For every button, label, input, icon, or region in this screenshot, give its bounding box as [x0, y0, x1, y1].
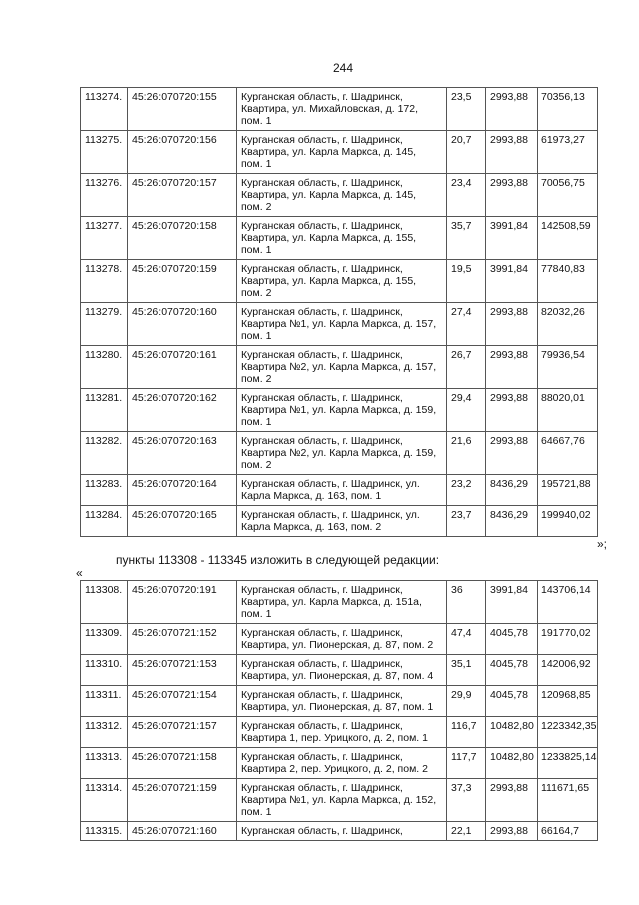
address-line: Квартира №2, ул. Карла Маркса, д. 159,	[241, 447, 437, 459]
cadastral-number-cell: 45:26:070721:154	[128, 686, 237, 717]
address-line: Курганская область, г. Шадринск, ул.	[241, 478, 420, 490]
address-line: Курганская область, г. Шадринск,	[241, 782, 403, 794]
row-number-cell: 113313.	[81, 748, 128, 779]
address-line: Курганская область, г. Шадринск,	[241, 392, 403, 404]
cadastral-number-cell: 45:26:070721:157	[128, 717, 237, 748]
price-cell: 2993,88	[486, 389, 538, 432]
address-line: Карла Маркса, д. 163, пом. 1	[241, 490, 382, 502]
row-number-cell: 113279.	[81, 303, 128, 346]
row-number-cell: 113274.	[81, 88, 128, 131]
value-cell: 199940,02	[538, 506, 598, 537]
amendment-instruction: пункты 113308 - 113345 изложить в следующей редакции:	[116, 553, 440, 567]
table-row	[81, 655, 598, 686]
cadastral-number-cell: 45:26:070720:160	[128, 303, 237, 346]
page-number: 244	[333, 61, 354, 75]
table-row	[81, 779, 598, 822]
table-row	[81, 475, 598, 506]
address-cell	[237, 260, 447, 303]
address-cell	[237, 624, 447, 655]
area-cell: 35,7	[447, 217, 486, 260]
area-cell: 23,5	[447, 88, 486, 131]
price-cell: 4045,78	[486, 655, 538, 686]
value-cell: 191770,02	[538, 624, 598, 655]
value-cell: 143706,14	[538, 581, 598, 624]
address-cell	[237, 346, 447, 389]
address-cell	[237, 581, 447, 624]
table-row	[81, 717, 598, 748]
row-number-cell: 113282.	[81, 432, 128, 475]
value-cell: 79936,54	[538, 346, 598, 389]
area-cell: 27,4	[447, 303, 486, 346]
area-cell: 23,2	[447, 475, 486, 506]
area-cell: 26,7	[447, 346, 486, 389]
address-line: Курганская область, г. Шадринск,	[241, 349, 403, 361]
value-cell: 88020,01	[538, 389, 598, 432]
table-row	[81, 686, 598, 717]
cadastral-number-cell: 45:26:070721:160	[128, 822, 237, 841]
address-line: Курганская область, г. Шадринск,	[241, 751, 403, 763]
cadastral-number-cell: 45:26:070720:157	[128, 174, 237, 217]
address-cell	[237, 303, 447, 346]
price-cell: 2993,88	[486, 303, 538, 346]
address-line: Квартира, ул. Карла Маркса, д. 151а,	[241, 596, 422, 608]
address-line: пом. 1	[241, 330, 272, 342]
row-number-cell: 113308.	[81, 581, 128, 624]
value-cell: 142508,59	[538, 217, 598, 260]
table-row	[81, 217, 598, 260]
row-number-cell: 113275.	[81, 131, 128, 174]
cadastral-number-cell: 45:26:070720:161	[128, 346, 237, 389]
cadastral-number-cell: 45:26:070720:158	[128, 217, 237, 260]
price-cell: 3991,84	[486, 260, 538, 303]
row-number-cell: 113315.	[81, 822, 128, 841]
address-line: Курганская область, г. Шадринск,	[241, 306, 403, 318]
address-line: пом. 2	[241, 287, 272, 299]
address-line: пом. 2	[241, 201, 272, 213]
address-line: Курганская область, г. Шадринск,	[241, 825, 403, 837]
address-cell	[237, 432, 447, 475]
cadastral-number-cell: 45:26:070720:163	[128, 432, 237, 475]
opening-quote: «	[76, 566, 83, 580]
price-cell: 2993,88	[486, 432, 538, 475]
area-cell: 23,7	[447, 506, 486, 537]
address-line: Квартира, ул. Пионерская, д. 87, пом. 2	[241, 639, 434, 651]
address-line: Курганская область, г. Шадринск, ул.	[241, 509, 420, 521]
address-line: пом. 2	[241, 373, 272, 385]
table-row	[81, 303, 598, 346]
address-line: Квартира №1, ул. Карла Маркса, д. 152,	[241, 794, 437, 806]
table-row	[81, 432, 598, 475]
table-row	[81, 389, 598, 432]
address-cell	[237, 822, 447, 841]
address-line: Квартира, ул. Пионерская, д. 87, пом. 4	[241, 670, 434, 682]
address-line: пом. 1	[241, 158, 272, 170]
address-line: пом. 1	[241, 115, 272, 127]
value-cell: 111671,65	[538, 779, 598, 822]
area-cell: 19,5	[447, 260, 486, 303]
property-table-2	[80, 580, 598, 841]
price-cell: 2993,88	[486, 779, 538, 822]
row-number-cell: 113314.	[81, 779, 128, 822]
price-cell: 4045,78	[486, 686, 538, 717]
price-cell: 2993,88	[486, 346, 538, 389]
table-row	[81, 174, 598, 217]
cadastral-number-cell: 45:26:070721:159	[128, 779, 237, 822]
table-row	[81, 506, 598, 537]
area-cell: 29,9	[447, 686, 486, 717]
price-cell: 10482,80	[486, 748, 538, 779]
value-cell: 1223342,35	[538, 717, 598, 748]
value-cell: 120968,85	[538, 686, 598, 717]
address-line: Курганская область, г. Шадринск,	[241, 263, 403, 275]
value-cell: 66164,7	[538, 822, 598, 841]
cadastral-number-cell: 45:26:070720:165	[128, 506, 237, 537]
row-number-cell: 113284.	[81, 506, 128, 537]
area-cell: 117,7	[447, 748, 486, 779]
table-row	[81, 260, 598, 303]
address-line: Квартира, ул. Михайловская, д. 172,	[241, 103, 419, 115]
address-cell	[237, 88, 447, 131]
address-line: Квартира, ул. Пионерская, д. 87, пом. 1	[241, 701, 434, 713]
address-line: Квартира №1, ул. Карла Маркса, д. 157,	[241, 318, 437, 330]
area-cell: 20,7	[447, 131, 486, 174]
price-cell: 8436,29	[486, 475, 538, 506]
address-line: Квартира, ул. Карла Маркса, д. 145,	[241, 146, 417, 158]
address-cell	[237, 748, 447, 779]
area-cell: 29,4	[447, 389, 486, 432]
value-cell: 70056,75	[538, 174, 598, 217]
table-body	[81, 581, 598, 841]
address-line: Карла Маркса, д. 163, пом. 2	[241, 521, 382, 533]
table-row	[81, 581, 598, 624]
table-row	[81, 346, 598, 389]
price-cell: 10482,80	[486, 717, 538, 748]
address-cell	[237, 779, 447, 822]
address-line: Курганская область, г. Шадринск,	[241, 584, 403, 596]
price-cell: 3991,84	[486, 217, 538, 260]
area-cell: 37,3	[447, 779, 486, 822]
address-line: пом. 1	[241, 416, 272, 428]
address-line: Курганская область, г. Шадринск,	[241, 720, 403, 732]
area-cell: 23,4	[447, 174, 486, 217]
property-table-1	[80, 87, 598, 537]
table-row	[81, 822, 598, 841]
address-line: Курганская область, г. Шадринск,	[241, 627, 403, 639]
address-line: Квартира 1, пер. Урицкого, д. 2, пом. 1	[241, 732, 428, 744]
cadastral-number-cell: 45:26:070721:153	[128, 655, 237, 686]
table-row	[81, 131, 598, 174]
area-cell: 36	[447, 581, 486, 624]
address-line: пом. 2	[241, 459, 272, 471]
price-cell: 4045,78	[486, 624, 538, 655]
area-cell: 47,4	[447, 624, 486, 655]
address-line: Квартира, ул. Карла Маркса, д. 155,	[241, 275, 417, 287]
table-row	[81, 88, 598, 131]
address-line: Квартира, ул. Карла Маркса, д. 145,	[241, 189, 417, 201]
address-line: Квартира 2, пер. Урицкого, д. 2, пом. 2	[241, 763, 428, 775]
address-line: Курганская область, г. Шадринск,	[241, 220, 403, 232]
area-cell: 21,6	[447, 432, 486, 475]
row-number-cell: 113277.	[81, 217, 128, 260]
table-row	[81, 624, 598, 655]
value-cell: 77840,83	[538, 260, 598, 303]
row-number-cell: 113309.	[81, 624, 128, 655]
row-number-cell: 113310.	[81, 655, 128, 686]
address-line: пом. 1	[241, 806, 272, 818]
value-cell: 142006,92	[538, 655, 598, 686]
address-line: Курганская область, г. Шадринск,	[241, 134, 403, 146]
area-cell: 116,7	[447, 717, 486, 748]
address-line: Курганская область, г. Шадринск,	[241, 177, 403, 189]
address-line: Курганская область, г. Шадринск,	[241, 658, 403, 670]
value-cell: 64667,76	[538, 432, 598, 475]
address-line: Курганская область, г. Шадринск,	[241, 435, 403, 447]
address-cell	[237, 174, 447, 217]
value-cell: 70356,13	[538, 88, 598, 131]
address-cell	[237, 655, 447, 686]
area-cell: 35,1	[447, 655, 486, 686]
address-line: Квартира №2, ул. Карла Маркса, д. 157,	[241, 361, 437, 373]
price-cell: 8436,29	[486, 506, 538, 537]
cadastral-number-cell: 45:26:070721:158	[128, 748, 237, 779]
cadastral-number-cell: 45:26:070720:164	[128, 475, 237, 506]
cadastral-number-cell: 45:26:070720:155	[128, 88, 237, 131]
table-row	[81, 748, 598, 779]
cadastral-number-cell: 45:26:070720:162	[128, 389, 237, 432]
price-cell: 2993,88	[486, 88, 538, 131]
address-cell	[237, 389, 447, 432]
address-cell	[237, 217, 447, 260]
address-line: Квартира №1, ул. Карла Маркса, д. 159,	[241, 404, 437, 416]
price-cell: 2993,88	[486, 174, 538, 217]
row-number-cell: 113278.	[81, 260, 128, 303]
address-line: Курганская область, г. Шадринск,	[241, 689, 403, 701]
address-cell	[237, 717, 447, 748]
row-number-cell: 113311.	[81, 686, 128, 717]
area-cell: 22,1	[447, 822, 486, 841]
address-cell	[237, 506, 447, 537]
price-cell: 2993,88	[486, 822, 538, 841]
address-line: Курганская область, г. Шадринск,	[241, 91, 403, 103]
value-cell: 61973,27	[538, 131, 598, 174]
address-cell	[237, 131, 447, 174]
cadastral-number-cell: 45:26:070720:156	[128, 131, 237, 174]
cadastral-number-cell: 45:26:070720:191	[128, 581, 237, 624]
closing-quote: »;	[597, 537, 608, 551]
value-cell: 82032,26	[538, 303, 598, 346]
price-cell: 3991,84	[486, 581, 538, 624]
row-number-cell: 113280.	[81, 346, 128, 389]
row-number-cell: 113312.	[81, 717, 128, 748]
address-cell	[237, 686, 447, 717]
row-number-cell: 113276.	[81, 174, 128, 217]
address-cell	[237, 475, 447, 506]
price-cell: 2993,88	[486, 131, 538, 174]
row-number-cell: 113283.	[81, 475, 128, 506]
address-line: Квартира, ул. Карла Маркса, д. 155,	[241, 232, 417, 244]
table-body	[81, 88, 598, 537]
address-line: пом. 1	[241, 244, 272, 256]
cadastral-number-cell: 45:26:070720:159	[128, 260, 237, 303]
value-cell: 1233825,14	[538, 748, 598, 779]
cadastral-number-cell: 45:26:070721:152	[128, 624, 237, 655]
address-line: пом. 1	[241, 608, 272, 620]
row-number-cell: 113281.	[81, 389, 128, 432]
value-cell: 195721,88	[538, 475, 598, 506]
